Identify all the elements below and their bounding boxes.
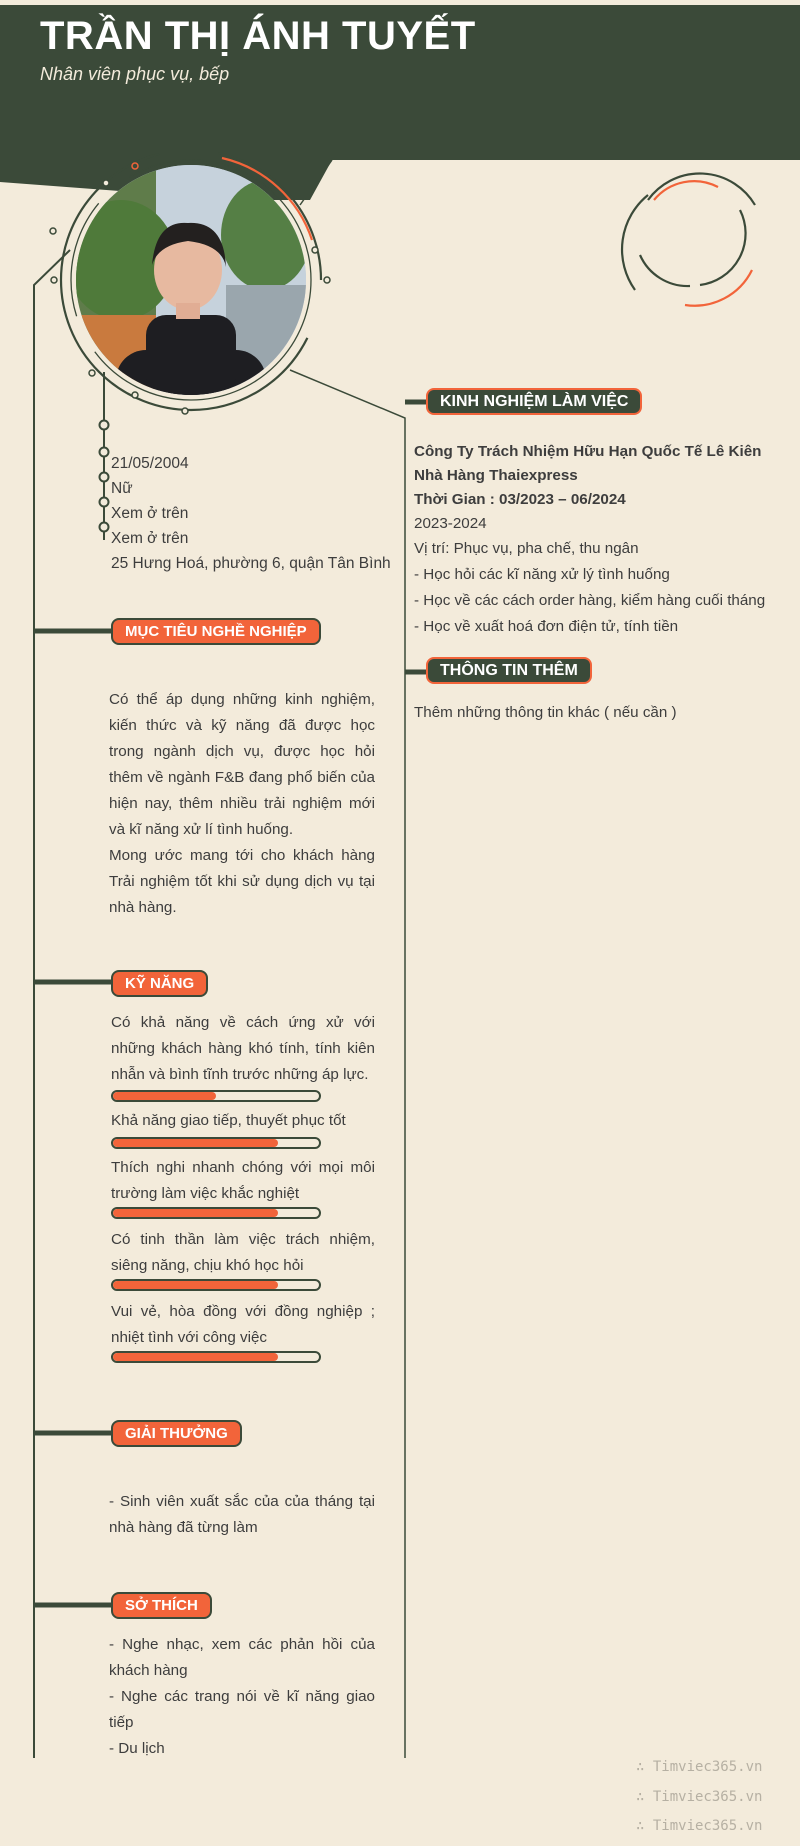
section-title-skills: KỸ NĂNG	[111, 970, 208, 997]
phone: Xem ở trên	[111, 505, 189, 522]
objective-text	[109, 687, 375, 921]
address: 25 Hưng Hoá, phường 6, quận Tân Bình	[111, 555, 391, 572]
profile-photo-image	[76, 165, 306, 395]
skill-bar	[111, 1137, 321, 1149]
skill-text: Khả năng giao tiếp, thuyết phục tốt	[111, 1112, 346, 1129]
work-period: Thời Gian : 03/2023 – 06/2024	[414, 491, 626, 508]
award-item: - Sinh viên xuất sắc của của tháng tại nhà hàng đã từng làm	[109, 1493, 375, 1536]
corner-ornament	[622, 173, 755, 305]
work-years: 2023-2024	[414, 515, 487, 532]
skill-text: Thích nghi nhanh chóng với mọi môi trường làm việc khắc nghiệt	[111, 1159, 375, 1202]
objective-paragraph: Có thể áp dụng những kinh nghiệm, kiến thức và kỹ năng đã được học trong ngành dịch vụ, được học hỏi thêm về ngành F&B đang phổ biến của hiện nay, thêm nhiều trải nghiệm mới và kĩ năng xử lí tình huống.	[109, 691, 375, 838]
hobby-item: - Nghe nhạc, xem các phản hồi của khách hàng	[109, 1636, 375, 1679]
hobby-item: - Nghe các trang nói về kĩ năng giao tiếp	[109, 1688, 375, 1731]
section-title-awards: GIẢI THƯỞNG	[111, 1420, 242, 1447]
section-title-objective: MỤC TIÊU NGHỀ NGHIỆP	[111, 618, 321, 645]
profile-photo	[76, 165, 306, 395]
section-title-extra: THÔNG TIN THÊM	[426, 657, 592, 684]
email: Xem ở trên	[111, 530, 189, 547]
job-title: Nhân viên phục vụ, bếp	[40, 64, 230, 84]
hobby-item: - Du lịch	[109, 1740, 165, 1757]
section-title-experience: KINH NGHIỆM LÀM VIỆC	[426, 388, 642, 415]
skill-bar	[111, 1207, 321, 1219]
skill-text: Có tinh thần làm việc trách nhiệm, siêng năng, chịu khó học hỏi	[111, 1231, 375, 1274]
objective-paragraph: Mong ước mang tới cho khách hàng Trải nghiệm tốt khi sử dụng dịch vụ tại nhà hàng.	[109, 847, 375, 916]
workplace-name: Nhà Hàng Thaiexpress	[414, 467, 578, 484]
work-position: Vị trí: Phục vụ, pha chế, thu ngân	[414, 540, 639, 557]
candidate-name: TRẦN THỊ ÁNH TUYẾT	[40, 14, 476, 58]
skill-bar	[111, 1351, 321, 1363]
work-bullet: - Học hỏi các kĩ năng xử lý tình huống	[414, 566, 670, 583]
awards-text	[109, 1489, 375, 1541]
birthday: 21/05/2004	[111, 455, 189, 472]
skill-bar	[111, 1090, 321, 1102]
gender: Nữ	[111, 480, 133, 497]
skill-text: Có khả năng về cách ứng xử với những khách hàng khó tính, tính kiên nhẫn và bình tĩnh trước những áp lực.	[111, 1014, 375, 1083]
skill-bar	[111, 1279, 321, 1291]
watermark: ∴ Timviec365.vn	[636, 1818, 763, 1834]
skill-text: Vui vẻ, hòa đồng với đồng nghiệp ; nhiệt tình với công việc	[111, 1303, 375, 1346]
left-timeline	[34, 250, 70, 1758]
work-bullet: - Học về các cách order hàng, kiểm hàng cuối tháng	[414, 592, 766, 609]
company-name: Công Ty Trách Nhiệm Hữu Hạn Quốc Tế Lê Kiên	[414, 443, 762, 460]
watermark: ∴ Timviec365.vn	[636, 1789, 763, 1805]
work-bullet: - Học về xuất hoá đơn điện tử, tính tiền	[414, 618, 679, 635]
watermark: ∴ Timviec365.vn	[636, 1759, 763, 1775]
extra-info-text: Thêm những thông tin khác ( nếu cần )	[414, 704, 677, 721]
section-title-hobbies: SỞ THÍCH	[111, 1592, 212, 1619]
hobbies-text	[109, 1632, 375, 1762]
